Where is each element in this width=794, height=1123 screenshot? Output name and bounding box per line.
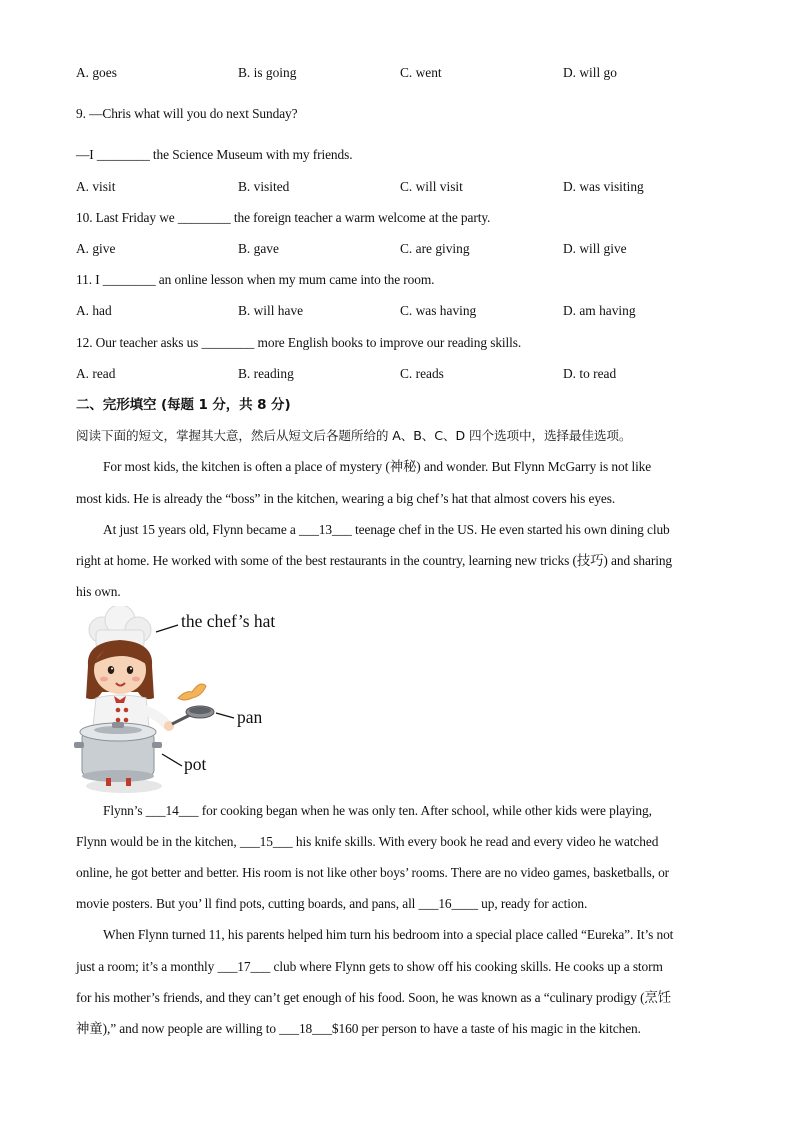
q10-option-d[interactable]: D. will give bbox=[563, 241, 627, 256]
passage-line: for his mother’s friends, and they can’t get enough of his food. Soon, he was known as a “culinary prodigy (烹饪 bbox=[76, 990, 672, 1005]
q9-option-c[interactable]: C. will visit bbox=[400, 179, 463, 194]
passage-line: right at home. He worked with some of the best restaurants in the country, learning new tricks (技巧) and sharing bbox=[76, 553, 673, 568]
q12-stem: 12. Our teacher asks us ________ more English books to improve our reading skills. bbox=[76, 335, 522, 350]
passage-line: most kids. He is already the “boss” in the kitchen, wearing a big chef’s hat that almost covers his eyes. bbox=[76, 491, 616, 506]
section-heading: 二、完形填空 (每题 1 分，共 8 分) bbox=[76, 397, 291, 413]
q12-option-c[interactable]: C. reads bbox=[400, 366, 444, 381]
passage-line: At just 15 years old, Flynn became a ___13___ teenage chef in the US. He even started his own dining club bbox=[103, 522, 670, 537]
q8-option-a[interactable]: A. goes bbox=[76, 65, 117, 80]
label-pot: pot bbox=[184, 754, 207, 774]
label-chefs-hat: the chef’s hat bbox=[181, 611, 276, 631]
q9-reply: —I ________ the Science Museum with my friends. bbox=[76, 147, 353, 162]
q11-option-d[interactable]: D. am having bbox=[563, 303, 636, 318]
passage-line: Flynn’s ___14___ for cooking began when he was only ten. After school, while other kids were playing, bbox=[103, 803, 652, 818]
q8-option-c[interactable]: C. went bbox=[400, 65, 442, 80]
passage-line: 神童),” and now people are willing to ___18___$160 per person to have a taste of his magic in the kitchen. bbox=[76, 1021, 641, 1036]
passage-line: his own. bbox=[76, 584, 121, 599]
q10-stem: 10. Last Friday we ________ the foreign teacher a warm welcome at the party. bbox=[76, 210, 491, 225]
q10-option-c[interactable]: C. are giving bbox=[400, 241, 470, 256]
q11-option-a[interactable]: A. had bbox=[76, 303, 112, 318]
pan-icon bbox=[172, 706, 214, 724]
q11-option-c[interactable]: C. was having bbox=[400, 303, 477, 318]
passage-line: Flynn would be in the kitchen, ___15___ his knife skills. With every book he read and every video he watched bbox=[76, 834, 659, 849]
q12-option-d[interactable]: D. to read bbox=[563, 366, 617, 381]
passage-line: online, he got better and better. His room is not like other boys’ rooms. There are no video games, basketballs, or bbox=[76, 865, 670, 880]
q11-option-b[interactable]: B. will have bbox=[238, 303, 304, 318]
q9-stem: 9. —Chris what will you do next Sunday? bbox=[76, 106, 298, 121]
q12-option-b[interactable]: B. reading bbox=[238, 366, 294, 381]
q9-option-a[interactable]: A. visit bbox=[76, 179, 116, 194]
label-pan: pan bbox=[237, 707, 263, 727]
pot-icon bbox=[74, 722, 162, 782]
q11-stem: 11. I ________ an online lesson when my mum came into the room. bbox=[76, 272, 435, 287]
passage-line: When Flynn turned 11, his parents helped him turn his bedroom into a special place called “Eureka”. It’s not bbox=[103, 927, 674, 942]
q8-option-d[interactable]: D. will go bbox=[563, 65, 617, 80]
passage-line: For most kids, the kitchen is often a place of mystery (神秘) and wonder. But Flynn McGarry is not like bbox=[103, 459, 652, 474]
passage-line: just a room; it’s a monthly ___17___ club where Flynn gets to show off his cooking skills. He cooks up a storm bbox=[76, 959, 663, 974]
section-instruction: 阅读下面的短文，掌握其大意，然后从短文后各题所给的 A、B、C、D 四个选项中，选择最佳选项。 bbox=[76, 428, 632, 443]
passage-line: movie posters. But you’ ll find pots, cutting boards, and pans, all ___16____ up, ready for action. bbox=[76, 896, 588, 911]
q10-option-a[interactable]: A. give bbox=[76, 241, 116, 256]
chef-illustration bbox=[74, 606, 334, 798]
q8-option-b[interactable]: B. is going bbox=[238, 65, 297, 80]
q9-option-b[interactable]: B. visited bbox=[238, 179, 290, 194]
q10-option-b[interactable]: B. gave bbox=[238, 241, 279, 256]
q9-option-d[interactable]: D. was visiting bbox=[563, 179, 644, 194]
q12-option-a[interactable]: A. read bbox=[76, 366, 116, 381]
